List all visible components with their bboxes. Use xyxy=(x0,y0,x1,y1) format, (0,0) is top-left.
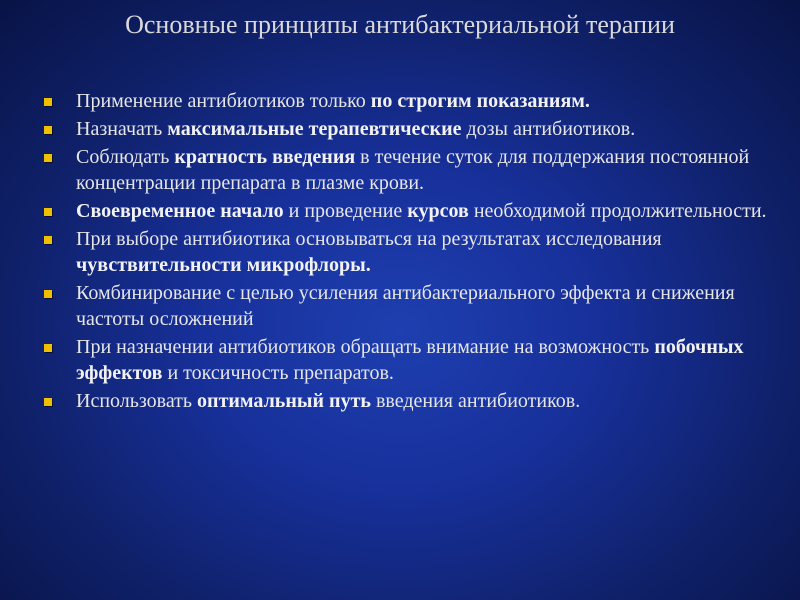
bullet-text: Комбинирование с целью усиления антибактериального эффекта и снижения частоты осложнений xyxy=(76,282,735,330)
bullet-text-bold: чувствительности микрофлоры. xyxy=(76,254,371,276)
bullet-marker-icon xyxy=(44,398,52,406)
bullet-text: введения антибиотиков. xyxy=(370,390,581,412)
bullet-item xyxy=(40,388,780,414)
bullet-item xyxy=(40,280,780,332)
bullet-item xyxy=(40,226,780,278)
bullet-text-bold: по строгим показаниям. xyxy=(370,90,590,112)
bullet-item xyxy=(40,144,780,196)
bullet-text: При назначении антибиотиков обращать внимание на возможность xyxy=(76,336,655,358)
bullet-marker-icon xyxy=(44,126,52,134)
bullet-text: необходимой продолжительности. xyxy=(468,200,767,222)
bullet-text: и токсичность препаратов. xyxy=(162,362,394,384)
bullet-marker-icon xyxy=(44,98,52,106)
bullet-text-bold: побочных эффектов xyxy=(76,336,744,384)
slide-title: Основные принципы антибактериальной терапии xyxy=(125,10,675,39)
bullet-marker-icon xyxy=(44,154,52,162)
bullet-text-bold: курсов xyxy=(407,200,469,222)
bullet-marker-icon xyxy=(44,290,52,298)
bullet-item xyxy=(40,198,780,224)
bullet-text: Применение антибиотиков только xyxy=(76,90,371,112)
bullet-text: Назначать xyxy=(76,118,168,140)
bullet-text: Использовать xyxy=(76,390,198,412)
bullet-text-bold: максимальные терапевтические xyxy=(167,118,462,140)
bullet-item xyxy=(40,116,780,142)
bullet-text: в течение суток для поддержания постоянной концентрации препарата в плазме крови. xyxy=(76,146,750,194)
bullet-text-bold: оптимальный путь xyxy=(197,390,371,412)
bullet-text: Соблюдать xyxy=(76,146,175,168)
bullet-text: При выборе антибиотика основываться на результатах исследования xyxy=(76,228,662,250)
bullet-text-bold: кратность введения xyxy=(174,146,356,168)
bullet-marker-icon xyxy=(44,208,52,216)
bullet-text: и проведение xyxy=(283,200,408,222)
bullet-list xyxy=(40,88,780,416)
bullet-item xyxy=(40,88,780,114)
bullet-marker-icon xyxy=(44,236,52,244)
bullet-text: дозы антибиотиков. xyxy=(461,118,636,140)
bullet-marker-icon xyxy=(44,344,52,352)
bullet-text-bold: Своевременное начало xyxy=(76,200,284,222)
bullet-item xyxy=(40,334,780,386)
